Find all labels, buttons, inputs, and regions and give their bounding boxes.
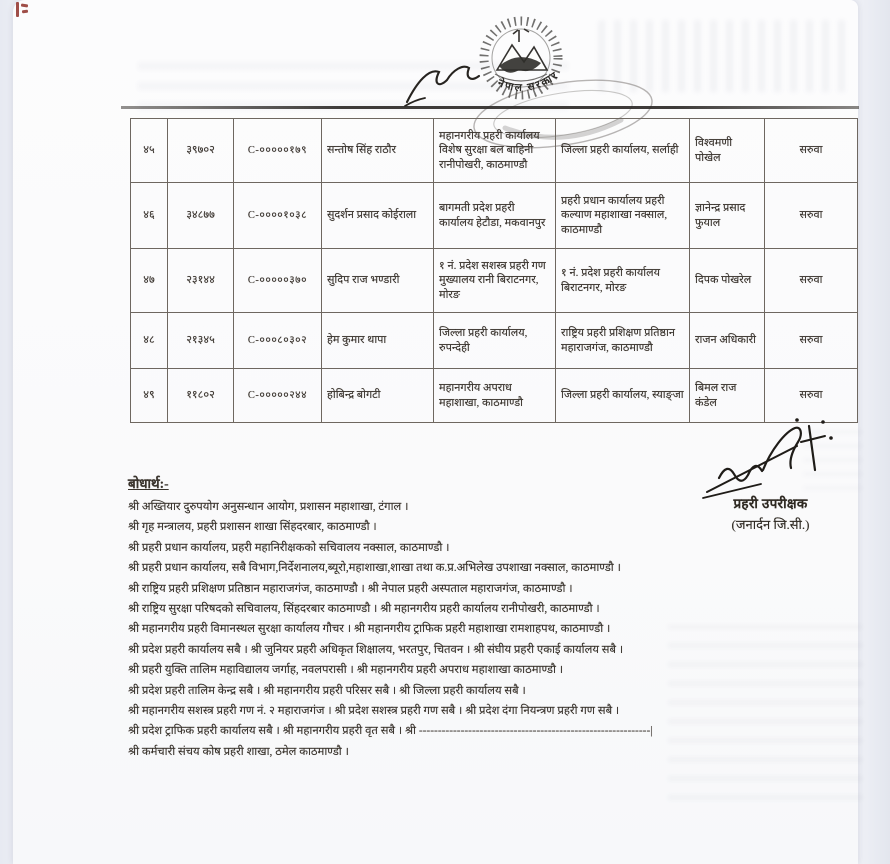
serial-cell: ४५ xyxy=(131,119,168,183)
to-office-cell: जिल्ला प्रहरी कार्यालय, सर्लाही xyxy=(556,119,690,183)
cc-line: श्री प्रदेश प्रहरी तालिम केन्द्र सबै । श्री महानगरीय प्रहरी परिसर सबै । श्री जिल्ला प्रहरी कार्यालय सबै । xyxy=(128,684,526,697)
signatory-rank: प्रहरी उपरीक्षक xyxy=(733,496,808,511)
table-row xyxy=(131,119,858,183)
to-office-cell: १ नं. प्रदेश प्रहरी कार्यालय बिराटनगर, मोरङ xyxy=(556,249,690,313)
to-office-cell: जिल्ला प्रहरी कार्यालय, स्याङ्जा xyxy=(556,369,690,423)
emblem-caption: नेपाल सरकार xyxy=(495,69,562,95)
staff-number-cell: २१३४५ xyxy=(168,313,234,369)
from-office-cell: जिल्ला प्रहरी कार्यालय, रुपन्देही xyxy=(434,313,556,369)
cc-line: श्री प्रदेश प्रहरी कार्यालय सबै । श्री जुनियर प्रहरी अधिकृत शिक्षालय, भरतपुर, चितवन । श्री संघीय प्रहरी एकाई कार्यालय सबै । xyxy=(128,643,624,656)
name-cell: हेम कुमार थापा xyxy=(322,313,434,369)
bleedthrough-artifact-top-right xyxy=(598,20,853,92)
code-cell: C-०००८०३०२ xyxy=(234,313,322,369)
cc-line: श्री प्रहरी युक्ति तालिम महाविद्यालय जर्गाह, नवलपरासी । श्री महानगरीय प्रहरी अपराध महाशाखा काठमाण्डौ । xyxy=(128,664,564,677)
document-page xyxy=(13,0,858,864)
remark-cell: सरुवा xyxy=(765,119,858,183)
cc-line: श्री राष्ट्रिय प्रहरी प्रशिक्षण प्रतिष्ठान महाराजगंज, काठमाण्डौ । श्री नेपाल प्रहरी अस्पताल महाराजगंज, काठमाण्डौ । xyxy=(128,582,573,595)
cc-section xyxy=(128,474,828,762)
to-office-cell: प्रहरी प्रधान कार्यालय प्रहरी कल्याण महाशाखा नक्साल, काठमाण्डौ xyxy=(556,183,690,249)
cc-line: श्री प्रहरी प्रधान कार्यालय, प्रहरी महानिरीक्षकको सचिवालय नक्साल, काठमाण्डौ । xyxy=(128,541,450,554)
person-cell: विश्वमणी पोखेल xyxy=(690,119,765,183)
staff-number-cell: ३९७०२ xyxy=(168,119,234,183)
person-cell: दिपक पोखरेल xyxy=(690,249,765,313)
person-cell: ज्ञानेन्द्र प्रसाद फुयाल xyxy=(690,183,765,249)
person-cell: बिमल राज कंडेल xyxy=(690,369,765,423)
table-row xyxy=(131,183,858,249)
serial-cell: ४९ xyxy=(131,369,168,423)
staff-number-cell: ३४८७७ xyxy=(168,183,234,249)
code-cell: C-०००००२४४ xyxy=(234,369,322,423)
person-cell: राजन अधिकारी xyxy=(690,313,765,369)
from-office-cell: १ नं. प्रदेश सशस्त्र प्रहरी गण मुख्यालय रानी बिराटनगर, मोरङ xyxy=(434,249,556,313)
code-cell: C-०००००३७० xyxy=(234,249,322,313)
remark-cell: सरुवा xyxy=(765,183,858,249)
remark-cell: सरुवा xyxy=(765,313,858,369)
red-ink-mark xyxy=(14,1,30,19)
code-cell: C-००००१०३८ xyxy=(234,183,322,249)
table-row xyxy=(131,249,858,313)
signatory-name: (जनार्दन जि.सी.) xyxy=(731,517,810,532)
staff-number-cell: ११८०२ xyxy=(168,369,234,423)
remark-cell: सरुवा xyxy=(765,249,858,313)
cc-line: श्री अख्तियार दुरुपयोग अनुसन्धान आयोग, प्रशासन महाशाखा, टंगाल । xyxy=(128,501,409,513)
staff-number-cell: २३१४४ xyxy=(168,249,234,313)
cc-heading: बोधार्थ:- xyxy=(128,476,169,491)
name-cell: सन्तोष सिंह राठौर xyxy=(322,119,434,183)
serial-cell: ४७ xyxy=(131,249,168,313)
transfer-table xyxy=(130,118,858,423)
cc-line: श्री प्रहरी प्रधान कार्यालय, सबै विभाग,निर्देशनालय,ब्यूरो,महाशाखा,शाखा तथा क.प्र.अभिलेख उपशाखा नक्साल, काठमाण्डौ । xyxy=(128,562,621,575)
code-cell: C-०००००१७९ xyxy=(234,119,322,183)
serial-cell: ४६ xyxy=(131,183,168,249)
from-office-cell: बागमती प्रदेश प्रहरी कार्यालय हेटौडा, मकवानपुर xyxy=(434,183,556,249)
to-office-cell: राष्ट्रिय प्रहरी प्रशिक्षण प्रतिष्ठान महाराजगंज, काठमाण्डौ xyxy=(556,313,690,369)
name-cell: सुदर्शन प्रसाद कोईराला xyxy=(322,183,434,249)
serial-cell: ४८ xyxy=(131,313,168,369)
signature-scribble-top-icon xyxy=(401,52,493,114)
cc-line: श्री कर्मचारी संचय कोष प्रहरी शाखा, ठमेल काठमाण्डौ । xyxy=(128,745,349,758)
table-row xyxy=(131,313,858,369)
cc-line: श्री गृह मन्त्रालय, प्रहरी प्रशासन शाखा सिंहदरबार, काठमाण्डौ । xyxy=(128,521,377,534)
svg-text:नेपाल सरकार xyxy=(495,70,561,94)
from-office-cell: महानगरीय प्रहरी कार्यालय विशेष सुरक्षा बल बाहिनी रानीपोखरी, काठमाण्डौ xyxy=(434,119,556,183)
cc-line: श्री महानगरीय प्रहरी विमानस्थल सुरक्षा कार्यालय गौचर । श्री महानगरीय ट्राफिक प्रहरी महाशाखा रामशाहपथ, काठमाण्डौ । xyxy=(128,623,611,636)
remark-cell: सरुवा xyxy=(765,369,858,423)
cc-line: श्री प्रदेश ट्राफिक प्रहरी कार्यालय सबै । श्री महानगरीय प्रहरी वृत सबै । श्री -------------------------------------------------------------| xyxy=(128,725,653,738)
name-cell: होबिन्द्र बोगटी xyxy=(322,369,434,423)
name-cell: सुदिप राज भण्डारी xyxy=(322,249,434,313)
table-cut-line xyxy=(121,106,859,109)
from-office-cell: महानगरीय अपराध महाशाखा, काठमाण्डौ xyxy=(434,369,556,423)
cc-line: श्री महानगरीय सशस्त्र प्रहरी गण नं. २ महाराजगंज । श्री प्रदेश सशस्त्र प्रहरी गण सबै । श्री प्रदेश दंगा नियन्त्रण प्रहरी गण सबै । xyxy=(128,705,620,718)
cc-line: श्री राष्ट्रिय सुरक्षा परिषदको सचिवालय, सिंहदरबार काठमाण्डौ । श्री महानगरीय प्रहरी कार्यालय रानीपोखरी, काठमाण्डौ । xyxy=(128,603,600,616)
